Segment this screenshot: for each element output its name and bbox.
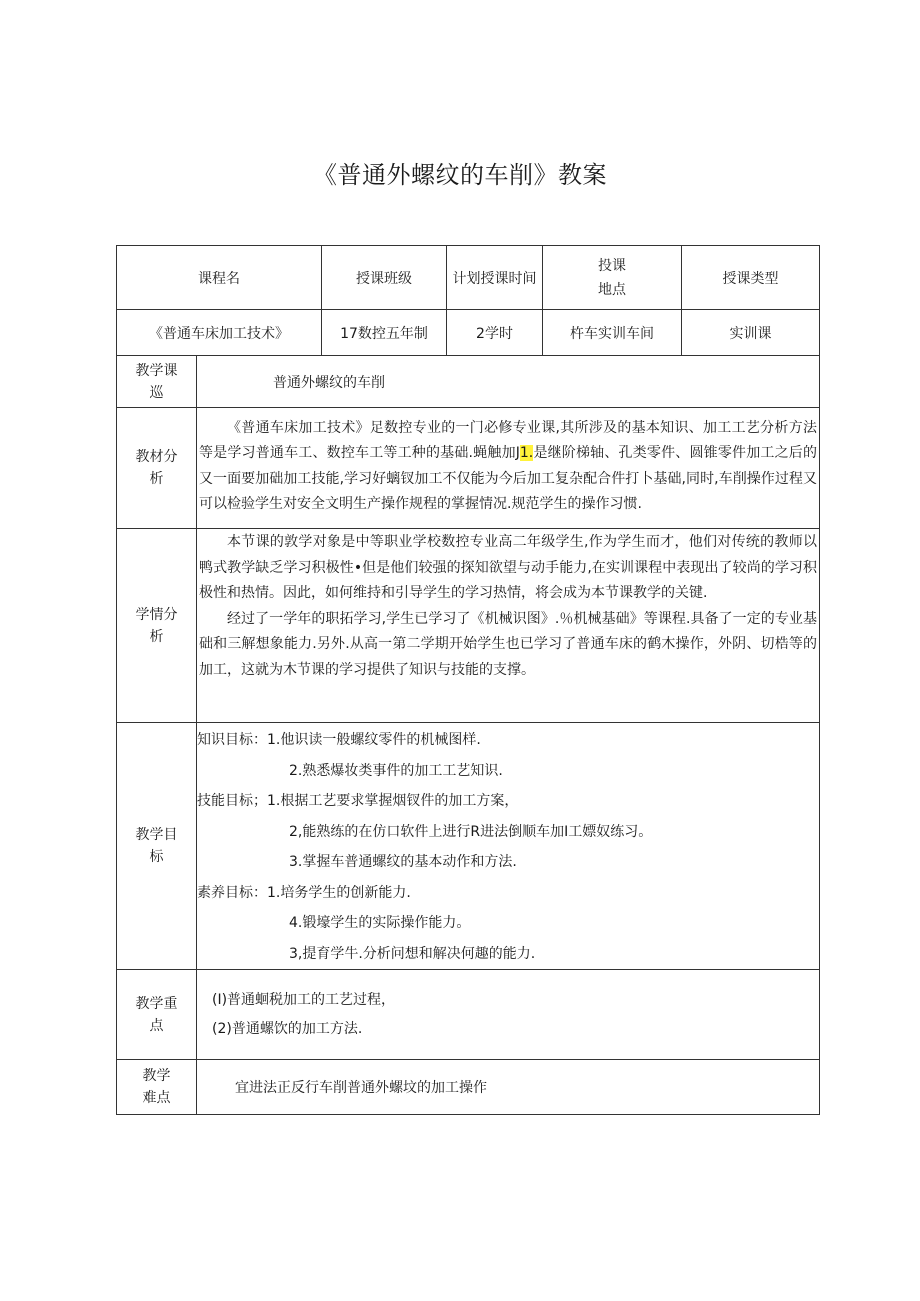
difficulty-value: 宜进法正反行车削普通外螺坟的加工操作 [197, 1060, 820, 1115]
topic-value: 普通外螺纹的车削 [197, 356, 820, 408]
learner-label-line2: 析 [149, 628, 164, 645]
material-label-line2: 析 [149, 471, 164, 487]
lesson-plan-table [116, 245, 820, 1115]
topic-label-line1: 教学课 [135, 362, 178, 379]
header-class: 授课班级 [322, 246, 447, 310]
header-row [117, 246, 820, 310]
key-points-label [117, 970, 197, 1060]
goal-knowledge-2: 2.熟悉爆妆类事件的加工工艺知识. [289, 762, 503, 779]
header-location-line2: 地点 [598, 281, 626, 298]
goals-row [117, 723, 820, 970]
info-planned-time: 2学时 [447, 310, 543, 356]
header-location-line1: 投课 [598, 257, 626, 274]
goal-skill-1: 技能目标；1.根据工艺要求掌握烟钗件的加工方案， [197, 793, 519, 809]
key-points-text [197, 970, 820, 1060]
info-course-name: 《普通车床加工技术》 [117, 310, 322, 356]
material-text-after: 是继阶梯轴、孔类零件、圆锥零件加工之后的又一面要加础加工技能,学习好螭钗加工不仅能为今后加工复杂配合件打卜基础,同时,车削操作过程又可以检验学生对安全文明生产操作规程的掌握情况.规范学生的操作习惯. [199, 445, 817, 512]
header-planned-time: 计划授课时间 [447, 246, 543, 310]
material-row [117, 408, 820, 529]
difficulty-label-line2: 难点 [142, 1090, 171, 1106]
material-label-line1: 教材分 [135, 449, 178, 465]
goal-skill-3: 3.掌握车普通螺纹的基本动作和方法. [289, 854, 517, 870]
learner-label [117, 529, 197, 723]
goal-quality-1: 素养目标：1.培务学生的创新能力. [197, 884, 411, 901]
key-points-label-line2: 点 [149, 1017, 164, 1034]
learner-label-line1: 学情分 [135, 606, 178, 623]
info-location: 杵车实训车间 [543, 310, 682, 356]
key-point-2: (2)普通螺饮的加工方法. [212, 1020, 363, 1037]
material-label [117, 408, 197, 529]
key-points-row [117, 970, 820, 1060]
goals-text [197, 723, 820, 970]
material-text-highlight: 1. [519, 445, 534, 461]
page-title: 《普通外螺纹的车削》教案 [313, 161, 607, 189]
info-type: 实训课 [682, 310, 820, 356]
learner-para2: 经过了一学年的职拓学习,学生已学习了《机械识图》.％机械基础》等课程.具备了一定的专业基础和三解想象能力.另外.从高一第二学期开始学生也已学习了普通车床的鹤木操作，外阴、切梏等的加工，这就为木节课的学习提供了知识与技能的支撑。 [199, 610, 817, 678]
goal-quality-2: 4.锻壕学生的实际操作能力。 [289, 915, 471, 931]
learner-para1: 本节课的敦学对象是中等职业学校数控专业高二年级学生,作为学生而才，他们对传统的教师以鸭式教学缺乏学习积极性•但是他们较强的探知欲望与动手能力,在实训课程中表现出了较尚的学习积极性和热情。因此，如何维持和引导学生的学习热情，将会成为本节课教学的关键. [199, 534, 817, 601]
header-location [543, 246, 682, 310]
goals-label-line2: 标 [149, 849, 164, 865]
info-row [117, 310, 820, 356]
material-text [197, 408, 820, 529]
goals-label [117, 723, 197, 970]
material-text-before: 《普通车床加工技术》足数控专业的一门必修专业课,其所涉及的基本知识、加工工艺分析方法等是学习普通车工、数控车工等工种的基础.蝇触加J [199, 419, 817, 461]
key-point-1: (I)普通蛔税加工的工艺过程， [212, 991, 396, 1008]
difficulty-row [117, 1060, 820, 1115]
difficulty-label-line1: 教学 [142, 1068, 171, 1084]
topic-label [117, 356, 197, 408]
topic-row [117, 356, 820, 408]
header-course-name: 课程名 [117, 246, 322, 310]
goal-quality-3: 3,提育学牛.分析问想和解决何趣的能力. [289, 945, 536, 962]
goal-knowledge-1: 知识目标：1.他识读一般螺纹零件的机械图样. [197, 732, 481, 748]
difficulty-label [117, 1060, 197, 1115]
learner-row [117, 529, 820, 723]
goals-label-line1: 教学目 [135, 827, 178, 843]
learner-text [197, 529, 820, 723]
goal-skill-2: 2,能熟练的在仿口软件上进行R进法倒顺车加I工嫖奴练习。 [289, 823, 653, 840]
key-points-label-line1: 教学重 [135, 995, 178, 1012]
info-class: 17数控五年制 [322, 310, 447, 356]
header-type: 授课类型 [682, 246, 820, 310]
topic-label-line2: 巡 [149, 384, 164, 401]
